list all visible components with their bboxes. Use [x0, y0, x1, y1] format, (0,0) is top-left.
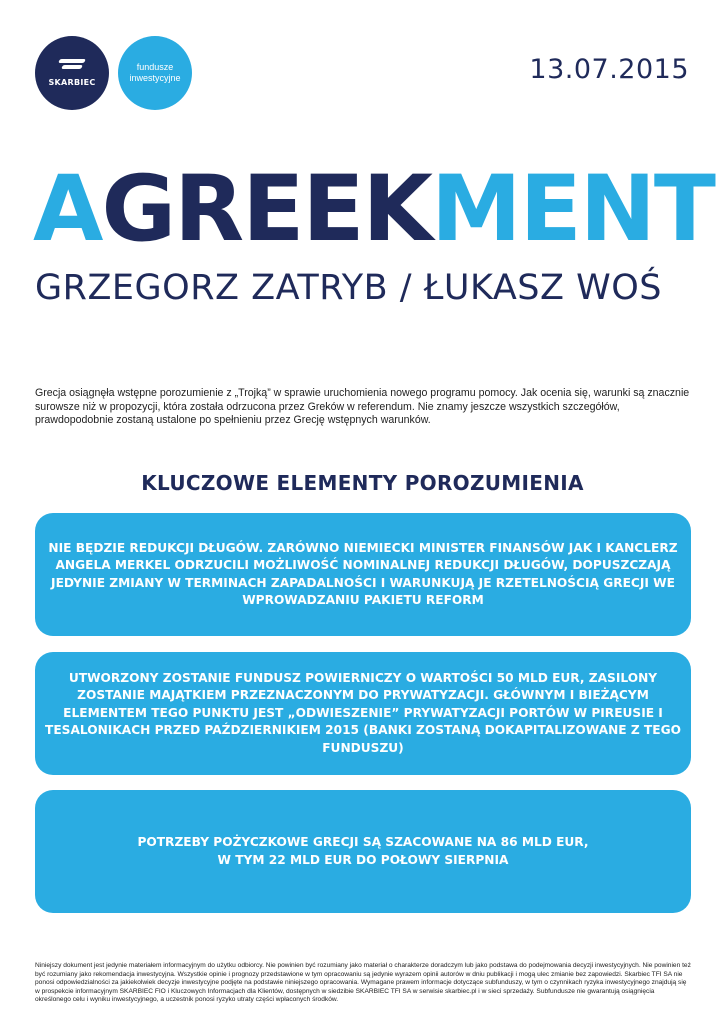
- key-point-3: [35, 790, 691, 913]
- key-point-2: [35, 652, 691, 775]
- section-title: KLUCZOWE ELEMENTY POROZUMIENIA: [141, 471, 584, 495]
- key-point-1: [35, 513, 691, 636]
- badge-line-1: fundusze: [136, 62, 174, 72]
- publication-date: 13.07.2015: [529, 54, 689, 85]
- headline-part-a: A: [33, 157, 102, 262]
- key-point-3-text: [137, 834, 588, 869]
- disclaimer: Niniejszy dokument jest jedynie materiałem informacyjnym do użytku odbiorcy. Nie powinien być rozumiany jako materiał o charakterze doradczym lub jako podstawa do podejmowania decyzji inwestycyjnych. Nie powinien też być rozumiany jako rekomendacja inwestycyjna. Wszystkie opinie i prognozy przedstawione w tym opracowaniu są jedynie wyrazem opinii autorów w dniu publikacji i mogą ulec zmianie bez zapowiedzi. Skarbiec TFI SA nie ponosi odpowiedzialności za jakiekolwiek decyzje inwestycyjne podjęte na podstawie niniejszego opracowania. Wymagane prawem informacje dotyczące subfunduszy, w tym o czynnikach ryzyka inwestycyjnego znajdują się w prospekcie informacyjnym SKARBIEC FIO i Kluczowych Informacjach dla Klientów, dostępnych w siedzibie SKARBIEC TFI SA w serwisie skarbiec.pl i w sieci sprzedaży. Subfundusze nie gwarantują osiągnięcia określonego celu i wyniku inwestycyjnego, a uczestnik ponosi ryzyko utraty części wpłaconych środków.: [35, 962, 691, 1004]
- key-point-3-line-1: POTRZEBY POŻYCZKOWE GRECJI SĄ SZACOWANE NA 86 MLD EUR,: [137, 835, 589, 849]
- intro-paragraph: Grecja osiągnęła wstępne porozumienie z „Trojką” w sprawie uruchomienia nowego programu pomocy. Jak ocenia się, warunki są znacznie surowsze niż w propozycji, która została odrzucona przez Greków w referendum. Nie znamy jeszcze wszystkich szczegółów, prawdopodobnie zostaną ustalone po spełnieniu przez Grecję wstępnych warunków.: [35, 387, 690, 426]
- fundusze-badge: [118, 36, 192, 110]
- skarbiec-logo: [35, 36, 109, 110]
- skarbiec-logo-mark-icon: [59, 59, 85, 73]
- logo-brand-text: SKARBIEC: [48, 78, 96, 87]
- badge-line-2: inwestycyjne: [129, 73, 181, 83]
- key-point-2-text: UTWORZONY ZOSTANIE FUNDUSZ POWIERNICZY O WARTOŚCI 50 MLD EUR, ZASILONY ZOSTANIE MAJĄTKIEM PRZEZNACZONYM DO PRYWATYZACJI. GŁÓWNYM I BIEŻĄCYM ELEMENTEM TEGO PUNKTU JEST „ODWIESZENIE” PRYWATYZACJI PORTÓW W PIREUSIE I TESALONIKACH PRZED PAŹDZIERNIKIEM 2015 (BANKI ZOSTANĄ DOKAPITALIZOWANE Z TEGO FUNDUSZU): [45, 670, 681, 755]
- headline-part-greek: GREEK: [101, 157, 432, 262]
- key-point-3-line-2: W TYM 22 MLD EUR DO POŁOWY SIERPNIA: [217, 852, 509, 867]
- headline: [33, 157, 714, 262]
- authors: GRZEGORZ ZATRYB / ŁUKASZ WOŚ: [35, 268, 662, 308]
- key-point-1-text: NIE BĘDZIE REDUKCJI DŁUGÓW. ZARÓWNO NIEMIECKI MINISTER FINANSÓW JAK I KANCLERZ ANGELA MERKEL ODRZUCILI MOŻLIWOŚĆ NOMINALNEJ REDUKCJI DŁUGÓW, DOPUSZCZAJĄ JEDYNIE ZMIANY W TERMINACH ZAPADALNOŚCI I WARUNKUJĄ JE RZETELNOŚCIĄ GRECJI WE WPROWADZANIU PAKIETU REFORM: [48, 540, 678, 607]
- headline-part-ment: MENT: [431, 157, 714, 262]
